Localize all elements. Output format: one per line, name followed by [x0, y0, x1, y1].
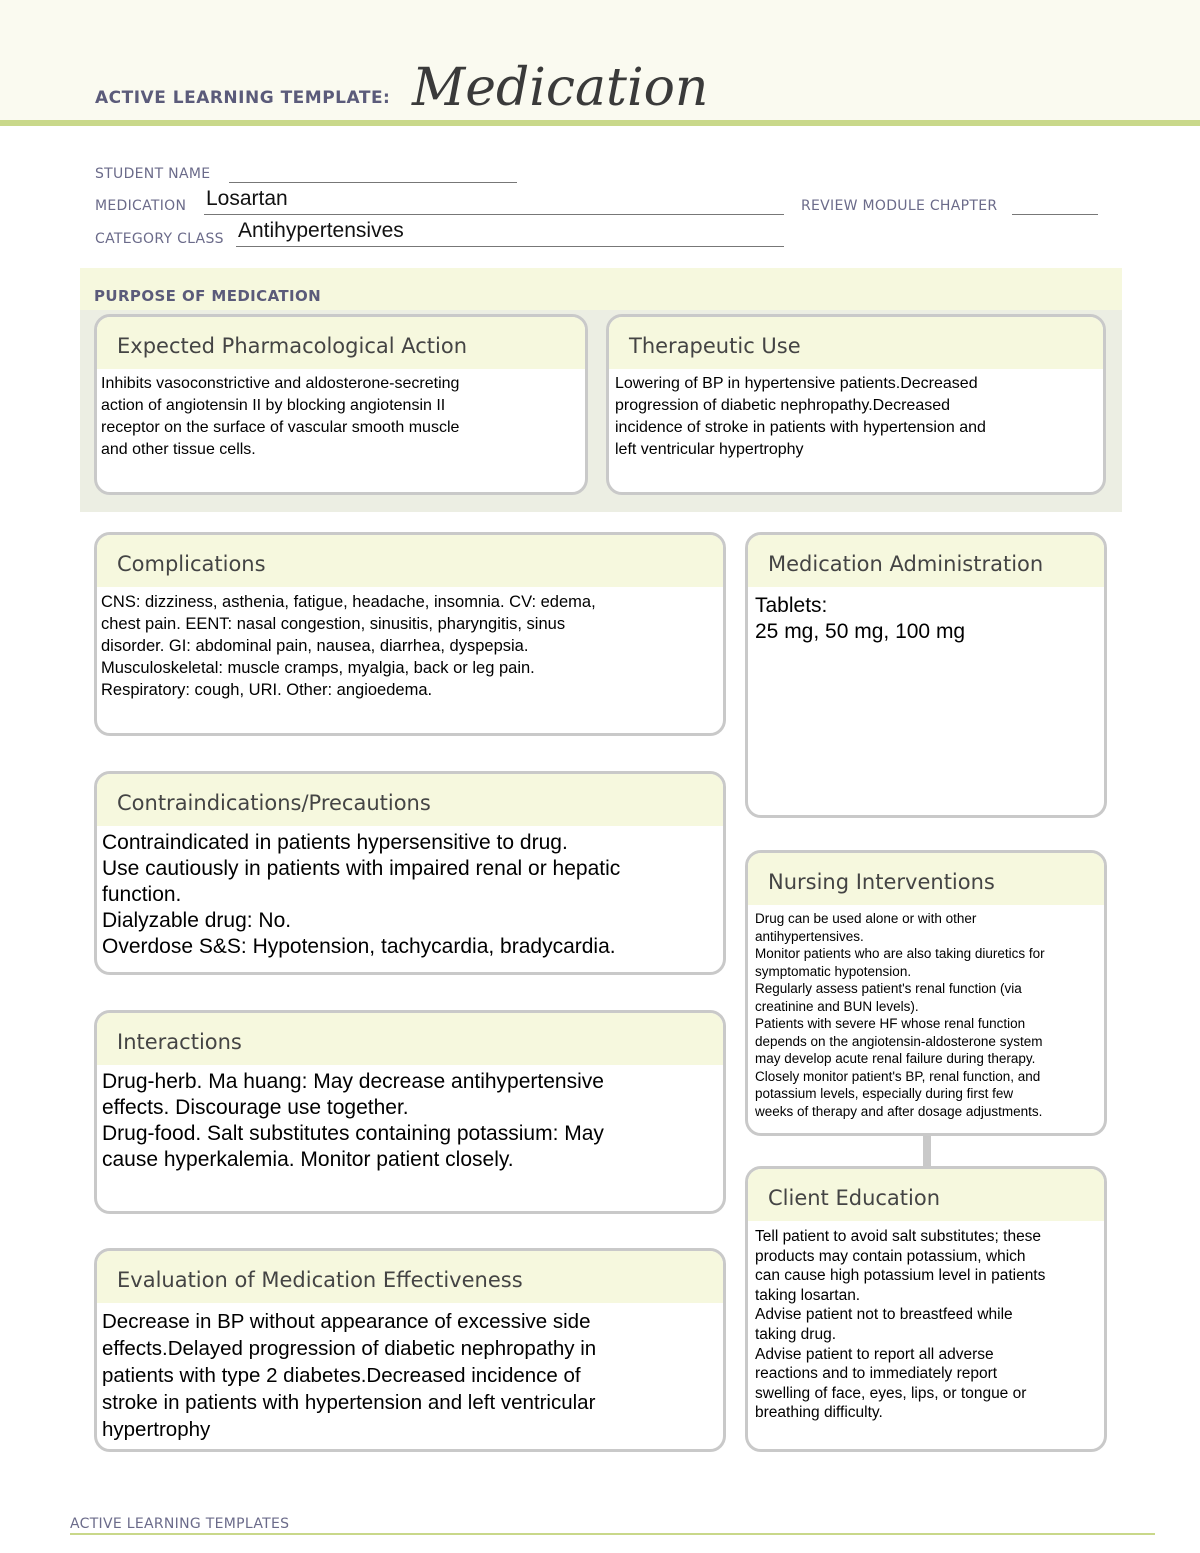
text-line: may develop acute renal failure during therapy.	[755, 1051, 1036, 1066]
text-line: Contraindicated in patients hypersensitive to drug.	[102, 831, 568, 854]
interactions-box	[94, 1010, 726, 1214]
text-line: Drug-food. Salt substitutes containing potassium: May	[102, 1122, 604, 1145]
text-line: Respiratory: cough, URI. Other: angioedema.	[101, 681, 433, 699]
text-line: progression of diabetic nephropathy.Decreased	[615, 397, 951, 414]
category-class-value[interactable]: Antihypertensives	[238, 219, 404, 242]
medication-line	[204, 214, 784, 215]
text-line: cause hyperkalemia. Monitor patient closely.	[102, 1148, 514, 1171]
medication-administration-box	[745, 532, 1107, 818]
text-line: breathing difficulty.	[755, 1404, 883, 1422]
text-line: taking drug.	[755, 1325, 836, 1343]
evaluation-title: Evaluation of Medication Effectiveness	[97, 1251, 723, 1303]
text-line: hypertrophy	[102, 1418, 211, 1441]
text-line: taking losartan.	[755, 1286, 861, 1304]
medication-administration-title: Medication Administration	[748, 535, 1104, 587]
text-line: effects.Delayed progression of diabetic nephropathy in	[102, 1337, 597, 1360]
text-line: Inhibits vasoconstrictive and aldosterone-secreting	[101, 375, 460, 392]
text-line: and other tissue cells.	[101, 441, 256, 458]
template-label: ACTIVE LEARNING TEMPLATE:	[95, 88, 391, 108]
contraindications-body[interactable]	[97, 826, 723, 960]
interactions-body[interactable]	[97, 1065, 723, 1173]
text-line: Patients with severe HF whose renal function	[755, 1016, 1026, 1031]
text-line: incidence of stroke in patients with hypertension and	[615, 419, 986, 436]
text-line: function.	[102, 883, 182, 906]
text-line: Advise patient not to breastfeed while	[755, 1306, 1013, 1324]
text-line: 25 mg, 50 mg, 100 mg	[755, 620, 966, 643]
expected-action-body[interactable]	[97, 369, 585, 461]
category-class-line	[236, 246, 784, 247]
text-line: patients with type 2 diabetes.Decreased incidence of	[102, 1364, 581, 1387]
student-name-label: STUDENT NAME	[95, 166, 211, 182]
client-education-box	[745, 1166, 1107, 1452]
contraindications-box	[94, 771, 726, 975]
text-line: creatinine and BUN levels).	[755, 998, 919, 1014]
text-line: products may contain potassium, which	[755, 1247, 1026, 1265]
text-line: Use cautiously in patients with impaired renal or hepatic	[102, 857, 621, 880]
therapeutic-use-body[interactable]	[609, 369, 1103, 461]
text-line: Lowering of BP in hypertensive patients.Decreased	[615, 375, 978, 392]
header-rule	[0, 120, 1200, 126]
client-education-title: Client Education	[748, 1169, 1104, 1221]
text-line: symptomatic hypotension.	[755, 963, 912, 979]
text-line: Musculoskeletal: muscle cramps, myalgia, back or leg pain.	[101, 659, 535, 677]
medication-value[interactable]: Losartan	[206, 187, 288, 210]
expected-action-box	[94, 314, 588, 495]
medication-label: MEDICATION	[95, 198, 187, 214]
text-line: left ventricular hypertrophy	[615, 441, 804, 458]
review-module-line	[1012, 214, 1098, 215]
text-line: depends on the angiotensin-aldosterone system	[755, 1033, 1043, 1049]
text-line: weeks of therapy and after dosage adjustments.	[755, 1103, 1043, 1119]
therapeutic-use-box	[606, 314, 1106, 495]
complications-title: Complications	[97, 535, 723, 587]
text-line: Monitor patients who are also taking diuretics for	[755, 946, 1045, 961]
text-line: Drug can be used alone or with other	[755, 911, 977, 926]
evaluation-body[interactable]	[97, 1303, 723, 1443]
contraindications-title: Contraindications/Precautions	[97, 774, 723, 826]
text-line: action of angiotensin II by blocking angiotensin II	[101, 397, 446, 414]
text-line: effects. Discourage use together.	[102, 1096, 409, 1119]
text-line: antihypertensives.	[755, 928, 864, 944]
text-line: Regularly assess patient's renal function (via	[755, 981, 1022, 996]
nursing-interventions-box	[745, 850, 1107, 1136]
text-line: Drug-herb. Ma huang: May decrease antihypertensive	[102, 1070, 604, 1093]
footer-label: ACTIVE LEARNING TEMPLATES	[70, 1516, 290, 1532]
purpose-label: PURPOSE OF MEDICATION	[94, 287, 322, 305]
text-line: potassium levels, especially during first few	[755, 1086, 1014, 1101]
evaluation-box	[94, 1248, 726, 1452]
complications-body[interactable]	[97, 587, 723, 701]
text-line: reactions and to immediately report	[755, 1365, 998, 1383]
medication-administration-body[interactable]	[748, 587, 1104, 645]
complications-box	[94, 532, 726, 736]
nursing-interventions-title: Nursing Interventions	[748, 853, 1104, 905]
review-module-label: REVIEW MODULE CHAPTER	[801, 198, 998, 214]
client-education-body[interactable]	[748, 1221, 1104, 1423]
text-line: Tell patient to avoid salt substitutes; these	[755, 1228, 1042, 1245]
box-connector	[923, 1134, 931, 1166]
student-name-line	[229, 182, 517, 183]
text-line: Overdose S&S: Hypotension, tachycardia, bradycardia.	[102, 935, 616, 958]
text-line: CNS: dizziness, asthenia, fatigue, headache, insomnia. CV: edema,	[101, 593, 596, 611]
category-class-label: CATEGORY CLASS	[95, 231, 224, 247]
text-line: Closely monitor patient's BP, renal function, and	[755, 1068, 1041, 1084]
text-line: Decrease in BP without appearance of excessive side	[102, 1310, 591, 1333]
text-line: can cause high potassium level in patients	[755, 1267, 1046, 1285]
text-line: disorder. GI: abdominal pain, nausea, diarrhea, dyspepsia.	[101, 637, 529, 655]
text-line: stroke in patients with hypertension and left ventricular	[102, 1391, 596, 1414]
interactions-title: Interactions	[97, 1013, 723, 1065]
text-line: chest pain. EENT: nasal congestion, sinusitis, pharyngitis, sinus	[101, 615, 566, 633]
expected-action-title: Expected Pharmacological Action	[97, 317, 585, 369]
text-line: swelling of face, eyes, lips, or tongue or	[755, 1384, 1027, 1402]
text-line: receptor on the surface of vascular smooth muscle	[101, 419, 460, 436]
nursing-interventions-body[interactable]	[748, 905, 1104, 1120]
therapeutic-use-title: Therapeutic Use	[609, 317, 1103, 369]
text-line: Tablets:	[755, 594, 828, 617]
text-line: Dialyzable drug: No.	[102, 909, 292, 932]
template-title: Medication	[412, 58, 709, 118]
footer-rule	[70, 1533, 1155, 1535]
text-line: Advise patient to report all adverse	[755, 1345, 994, 1363]
